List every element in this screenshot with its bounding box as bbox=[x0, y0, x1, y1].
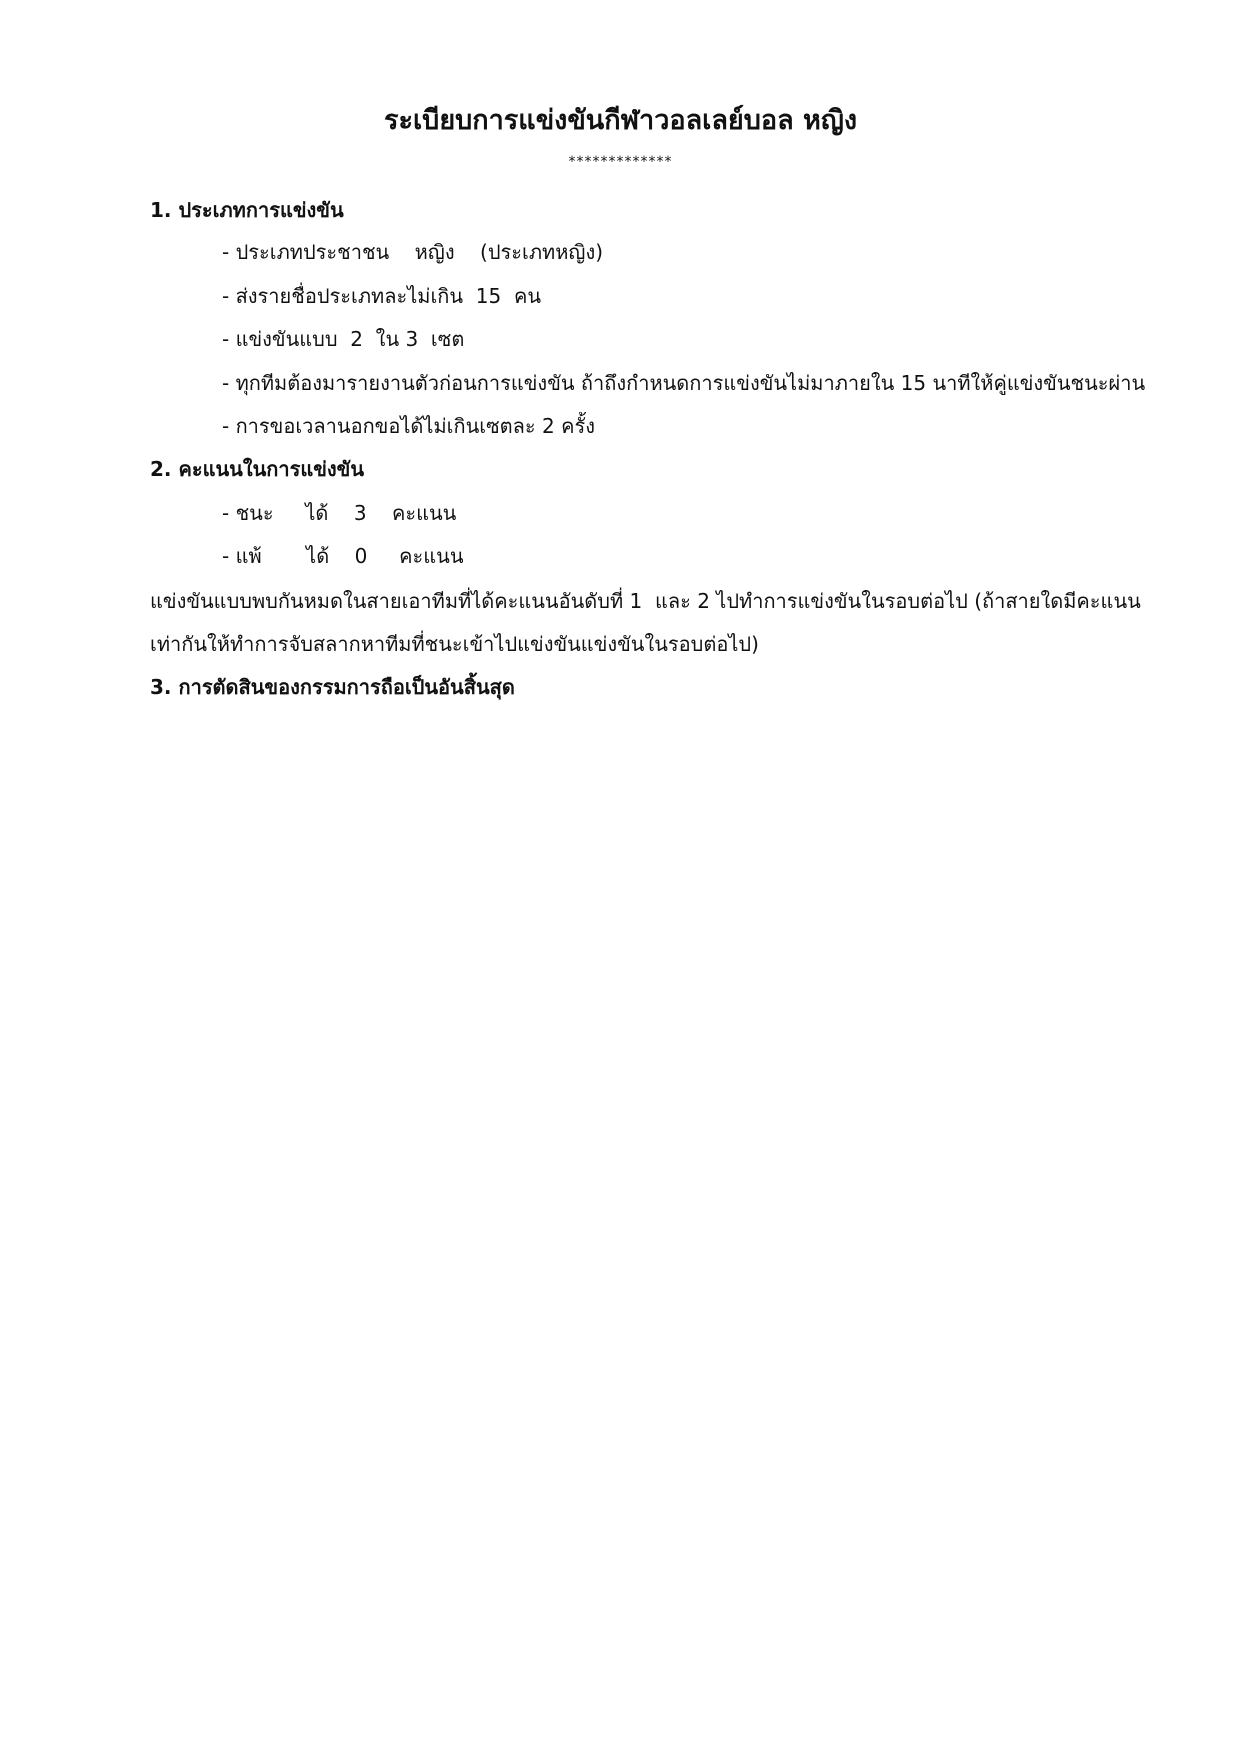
section-1-item: - แข่งขันแบบ 2 ใน 3 เซต bbox=[222, 327, 465, 351]
section-1-item: - ทุกทีมต้องมารายงานตัวก่อนการแข่งขัน ถ้าถึงกำหนดการแข่งขันไม่มาภายใน 15 นาทีให้คู่แข่งขันชนะผ่าน bbox=[222, 371, 1146, 395]
section-2-paragraph-line: เท่ากันให้ทำการจับสลากหาทีมที่ชนะเข้าไปแข่งขันแข่งขันในรอบต่อไป) bbox=[150, 632, 759, 656]
title-separator: ************* bbox=[568, 154, 673, 170]
section-1-item: - การขอเวลานอกขอได้ไม่เกินเซตละ 2 ครั้ง bbox=[222, 414, 595, 438]
section-2-paragraph-line: แข่งขันแบบพบกันหมดในสายเอาทีมที่ได้คะแนนอันดับที่ 1 และ 2 ไปทำการแข่งขันในรอบต่อไป (ถ้าสายใดมีคะแนน bbox=[150, 589, 1141, 613]
section-2-item: - ชนะ ได้ 3 คะแนน bbox=[222, 501, 457, 525]
document-title: ระเบียบการแข่งขันกีฬาวอลเลย์บอล หญิง bbox=[383, 105, 858, 136]
section-2-heading: 2. คะแนนในการแข่งขัน bbox=[150, 457, 365, 481]
section-1-heading: 1. ประเภทการแข่งขัน bbox=[150, 198, 344, 222]
section-1-item: - ส่งรายชื่อประเภทละไม่เกิน 15 คน bbox=[222, 284, 541, 308]
section-3-heading: 3. การตัดสินของกรรมการถือเป็นอันสิ้นสุด bbox=[150, 675, 515, 699]
section-1-item: - ประเภทประชาชน หญิง (ประเภทหญิง) bbox=[222, 240, 604, 264]
section-2-item: - แพ้ ได้ 0 คะแนน bbox=[222, 544, 464, 568]
